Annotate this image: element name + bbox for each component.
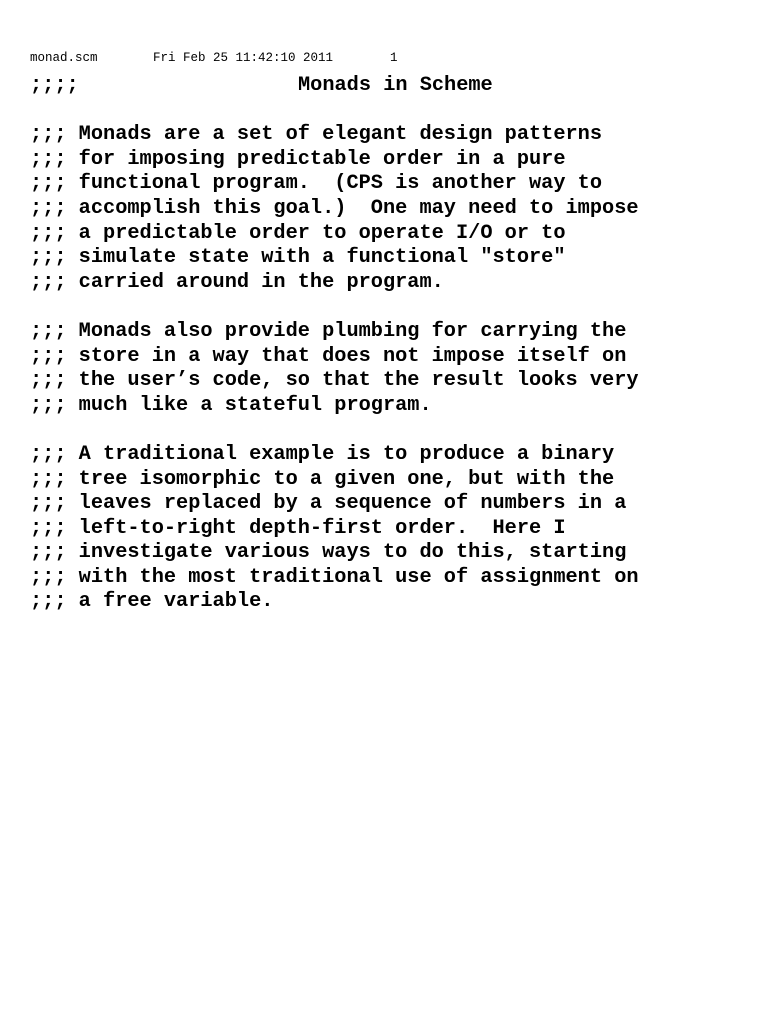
header-datetime: Fri Feb 25 11:42:10 2011 xyxy=(153,51,334,65)
comment-line: ;;; carried around in the program. xyxy=(30,270,444,294)
comment-line: ;;; leaves replaced by a sequence of numbers in a xyxy=(30,492,627,516)
paragraph-3 xyxy=(30,443,750,615)
page-header xyxy=(30,50,398,66)
comment-line: ;;; simulate state with a functional "store" xyxy=(30,246,566,270)
header-filename: monad.scm xyxy=(30,51,98,65)
comment-line: ;;; for imposing predictable order in a pure xyxy=(30,147,566,171)
blank-line xyxy=(30,99,750,124)
code-listing xyxy=(30,74,750,615)
comment-line: ;;; tree isomorphic to a given one, but with the xyxy=(30,467,615,491)
comment-line: ;;; much like a stateful program. xyxy=(30,393,432,417)
comment-line: ;;; the user’s code, so that the result looks very xyxy=(30,369,639,393)
comment-line: ;;; a free variable. xyxy=(30,590,274,614)
comment-line: ;;; Monads also provide plumbing for carrying the xyxy=(30,319,627,343)
comment-line: ;;; investigate various ways to do this, starting xyxy=(30,541,627,565)
blank-line xyxy=(30,418,750,443)
header-page-number: 1 xyxy=(390,51,398,65)
paragraph-1 xyxy=(30,123,750,295)
comment-line: ;;; A traditional example is to produce a binary xyxy=(30,442,615,466)
comment-line: ;;; accomplish this goal.) One may need to impose xyxy=(30,196,639,220)
comment-line: ;;; store in a way that does not impose itself on xyxy=(30,344,627,368)
title-line xyxy=(30,74,750,99)
document-title: Monads in Scheme xyxy=(298,74,493,97)
comment-line: ;;; with the most traditional use of assignment on xyxy=(30,565,639,589)
comment-line: ;;; functional program. (CPS is another way to xyxy=(30,172,603,196)
blank-line xyxy=(30,295,750,320)
title-comment-prefix: ;;;; xyxy=(30,74,79,97)
paragraph-2 xyxy=(30,320,750,418)
comment-line: ;;; left-to-right depth-first order. Here I xyxy=(30,516,566,540)
comment-line: ;;; a predictable order to operate I/O or to xyxy=(30,221,566,245)
comment-line: ;;; Monads are a set of elegant design patterns xyxy=(30,123,603,147)
